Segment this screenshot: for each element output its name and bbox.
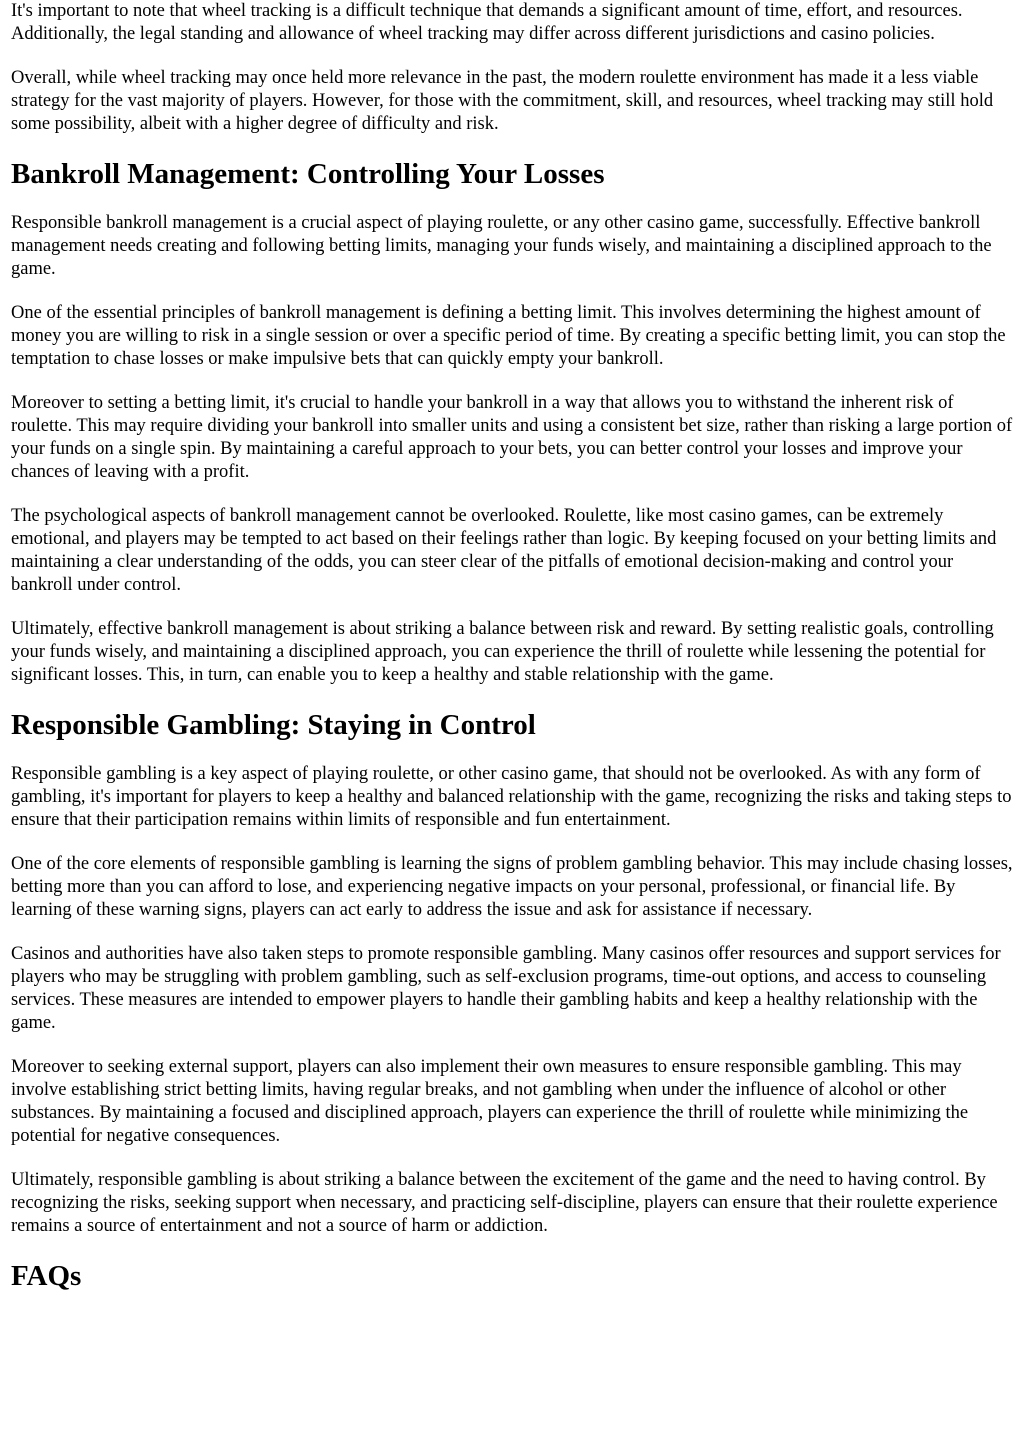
paragraph: Casinos and authorities have also taken steps to promote responsible gambling. Many casinos offer resources and support services for players who may be struggling with problem gambling, such as self-exclusion programs, time-out options, and access to counseling services. These measures are intended to empower players to handle their gambling habits and keep a healthy relationship with the game. <box>11 944 1001 1033</box>
section-heading: Bankroll Management: Controlling Your Losses <box>11 158 605 190</box>
paragraph: One of the core elements of responsible gambling is learning the signs of problem gambling behavior. This may include chasing losses, betting more than you can afford to lose, and experiencing negative impacts on your personal, professional, or financial life. By learning of these warning signs, players can act early to address the issue and ask for assistance if necessary. <box>11 854 1013 920</box>
paragraph: The psychological aspects of bankroll management cannot be overlooked. Roulette, like most casino games, can be extremely emotional, and players may be tempted to act based on their feelings rather than logic. By keeping focused on your betting limits and maintaining a clear understanding of the odds, you can steer clear of the pitfalls of emotional decision-making and control your bankroll under control. <box>11 506 997 595</box>
section-heading: Responsible Gambling: Staying in Control <box>11 709 536 741</box>
paragraph: Ultimately, effective bankroll management is about striking a balance between risk and reward. By setting realistic goals, controlling your funds wisely, and maintaining a disciplined approach, you can experience the thrill of roulette while lessening the potential for significant losses. This, in turn, can enable you to keep a healthy and stable relationship with the game. <box>11 619 994 685</box>
paragraph: Responsible bankroll management is a crucial aspect of playing roulette, or any other casino game, successfully. Effective bankroll management needs creating and following betting limits, managing your funds wisely, and maintaining a disciplined approach to the game. <box>11 213 992 279</box>
paragraph: Moreover to seeking external support, players can also implement their own measures to ensure responsible gambling. This may involve establishing strict betting limits, having regular breaks, and not gambling when under the influence of alcohol or other substances. By maintaining a focused and disciplined approach, players can experience the thrill of roulette while minimizing the potential for negative consequences. <box>11 1057 969 1146</box>
paragraph: It's important to note that wheel tracking is a difficult technique that demands a significant amount of time, effort, and resources. Additionally, the legal standing and allowance of wheel tracking may differ across different jurisdictions and casino policies. <box>11 1 963 44</box>
paragraph: Responsible gambling is a key aspect of playing roulette, or other casino game, that should not be overlooked. As with any form of gambling, it's important for players to keep a healthy and balanced relationship with the game, recognizing the risks and taking steps to ensure that their participation remains within limits of responsible and fun entertainment. <box>11 764 1012 830</box>
faqs-heading: FAQs <box>11 1260 82 1292</box>
paragraph: One of the essential principles of bankroll management is defining a betting limit. This involves determining the highest amount of money you are willing to risk in a single session or over a specific period of time. By creating a specific betting limit, you can stop the temptation to chase losses or make impulsive bets that can quickly empty your bankroll. <box>11 303 1006 369</box>
paragraph: Ultimately, responsible gambling is about striking a balance between the excitement of the game and the need to having control. By recognizing the risks, seeking support when necessary, and practicing self-discipline, players can ensure that their roulette experience remains a source of entertainment and not a source of harm or addiction. <box>11 1170 998 1236</box>
paragraph: Moreover to setting a betting limit, it's crucial to handle your bankroll in a way that allows you to withstand the inherent risk of roulette. This may require dividing your bankroll into smaller units and using a consistent bet size, rather than risking a large portion of your funds on a single spin. By maintaining a careful approach to your bets, you can better control your losses and improve your chances of leaving with a profit. <box>11 393 1013 482</box>
paragraph: Overall, while wheel tracking may once held more relevance in the past, the modern roulette environment has made it a less viable strategy for the vast majority of players. However, for those with the commitment, skill, and resources, wheel tracking may still hold some possibility, albeit with a higher degree of difficulty and risk. <box>11 68 994 134</box>
